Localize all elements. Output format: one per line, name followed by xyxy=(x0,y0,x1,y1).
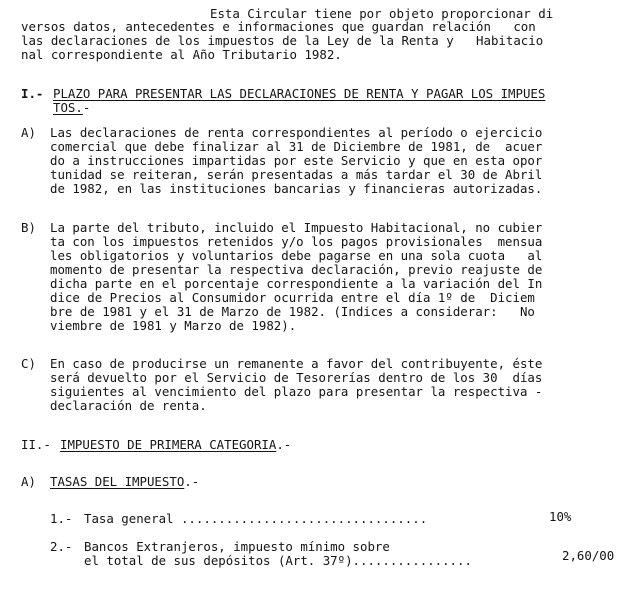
para-b-label: B) xyxy=(21,220,36,235)
para-b-line-8: viembre de 1981 y Marzo de 1982). xyxy=(50,318,297,333)
sub-a-title-wrap xyxy=(50,475,199,489)
rate-1-value: 10% xyxy=(549,509,572,524)
intro-line-3: las declaraciones de los impuestos de la Ley de la Renta y Habitacio xyxy=(21,33,544,48)
rate-1-line-1: Tasa general ................................. xyxy=(84,511,428,526)
section-1-title-line-2-wrap xyxy=(53,101,90,115)
para-b-line-7: bre de 1981 y el 31 de Marzo de 1982. (Indices a considerar: No xyxy=(50,304,535,319)
section-2-title-wrap xyxy=(60,438,291,452)
section-1-title-line-2: TOS. xyxy=(53,100,83,115)
para-c-line-2: será devuelto por el Servicio de Tesorerías dentro de los 30 días xyxy=(50,370,543,385)
para-b-line-4: momento de presentar la respectiva declaración, previo reajuste de xyxy=(50,262,543,277)
section-2-title-suffix: .- xyxy=(276,437,292,452)
rate-2-line-1: Bancos Extranjeros, impuesto mínimo sobre xyxy=(84,539,390,554)
section-2-title: IMPUESTO DE PRIMERA CATEGORIA xyxy=(60,437,277,452)
para-a-line-2: comercial que debe finalizar al 31 de Diciembre de 1981, de acuer xyxy=(50,139,543,154)
section-2-number: II.- xyxy=(21,437,51,452)
para-c-label: C) xyxy=(21,356,36,371)
para-a-line-3: do a instrucciones impartidas por este Servicio y que en esta opor xyxy=(50,153,543,168)
rate-2-value: 2,60/00 xyxy=(562,548,615,563)
intro-line-2: versos datos, antecedentes e informaciones que guardan relación con xyxy=(21,19,536,34)
para-b-line-1: La parte del tributo, incluido el Impuesto Habitacional, no cubier xyxy=(50,220,543,235)
para-b-line-3: les obligatorios y voluntarios debe pagarse en una sola cuota al xyxy=(50,248,543,263)
para-a-label: A) xyxy=(21,125,36,140)
rate-1-number: 1.- xyxy=(50,511,73,526)
para-a-line-5: de 1982, en las instituciones bancarias y financieras autorizadas. xyxy=(50,181,543,196)
section-1-title-suffix: - xyxy=(82,100,91,115)
rate-2-line-2: el total de sus depósitos (Art. 37º)................ xyxy=(84,553,472,568)
rate-2-number: 2.- xyxy=(50,539,73,554)
para-b-line-2: ta con los impuestos retenidos y/o los pagos provisionales mensua xyxy=(50,234,543,249)
section-1-title-line-1: PLAZO PARA PRESENTAR LAS DECLARACIONES DE RENTA Y PAGAR LOS IMPUES xyxy=(53,86,546,101)
intro-line-4: nal correspondiente al Año Tributario 1982. xyxy=(21,47,342,62)
para-b-line-6: dice de Precios al Consumidor ocurrida entre el día 1º de Diciem xyxy=(50,290,535,305)
intro-line-1: Esta Circular tiene por objeto proporcionar di xyxy=(210,6,554,21)
sub-a-label: A) xyxy=(21,474,36,489)
para-c-line-1: En caso de producirse un remanente a favor del contribuyente, éste xyxy=(50,356,543,371)
para-c-line-3: siguientes al vencimiento del plazo para presentar la respectiva - xyxy=(50,384,543,399)
para-c-line-4: declaración de renta. xyxy=(50,398,207,413)
para-b-line-5: dicha parte en el porcentaje correspondiente a la variación del In xyxy=(50,276,543,291)
sub-a-title: TASAS DEL IMPUESTO xyxy=(50,474,185,489)
para-a-line-1: Las declaraciones de renta correspondientes al período o ejercicio xyxy=(50,125,543,140)
para-a-line-4: tunidad se reiteran, serán presentadas a más tardar el 30 de Abril xyxy=(50,167,543,182)
section-1-number: I.- xyxy=(21,86,44,101)
sub-a-title-suffix: .- xyxy=(184,474,200,489)
